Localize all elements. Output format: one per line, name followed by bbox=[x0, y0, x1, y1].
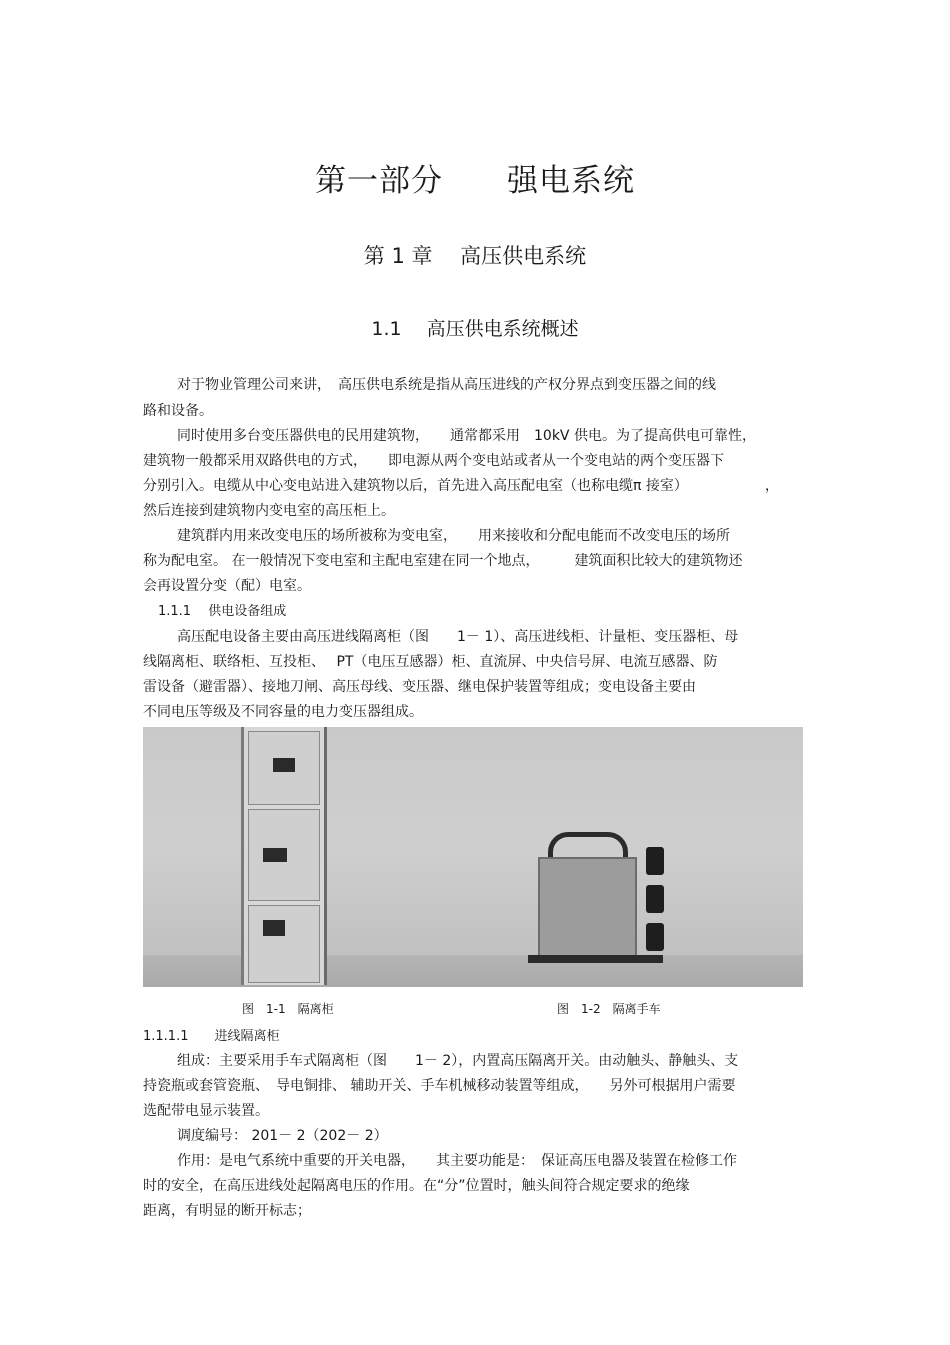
paragraph-line: 距离，有明显的断开标志； bbox=[143, 1203, 311, 1219]
paragraph-line: 然后连接到建筑物内变电室的高压柜上。 bbox=[143, 503, 395, 519]
paragraph-line: 路和设备。 bbox=[143, 403, 213, 419]
paragraph-line: 选配带电显示装置。 bbox=[143, 1103, 269, 1119]
paragraph-line: 同时使用多台变压器供电的民用建筑物， 通常都采用 10kV 供电。为了提高供电可靠性， bbox=[177, 428, 756, 444]
paragraph-line: 组成：主要采用手车式隔离柜（图 1－ 2），内置高压隔离开关。由动触头、静触头、支 bbox=[177, 1053, 739, 1069]
isolation-truck-image bbox=[528, 827, 668, 967]
chapter-title: 第 1 章 高压供电系统 bbox=[363, 244, 587, 268]
section-title: 1.1 高压供电系统概述 bbox=[371, 318, 579, 340]
paragraph-line: 线隔离柜、联络柜、互投柜、 PT（电压互感器）柜、直流屏、中央信号屏、电流互感器、防 bbox=[143, 654, 718, 670]
paragraph-line: 高压配电设备主要由高压进线隔离柜（图 1－ 1）、高压进线柜、计量柜、变压器柜、母 bbox=[177, 629, 739, 645]
paragraph-line: 对于物业管理公司来讲， 高压供电系统是指从高压进线的产权分界点到变压器之间的线 bbox=[177, 377, 716, 393]
figure-caption-1: 图 1-1 隔离柜 bbox=[242, 1002, 334, 1016]
isolation-cabinet-image bbox=[241, 727, 327, 985]
paragraph-line: 建筑物一般都采用双路供电的方式， 即电源从两个变电站或者从一个变电站的两个变压器下 bbox=[143, 453, 724, 469]
subsubsection-title: 1.1.1.1 进线隔离柜 bbox=[143, 1029, 280, 1044]
paragraph-line: 分别引入。电缆从中心变电站进入建筑物以后，首先进入高压配电室（也称电缆π 接室） ， bbox=[143, 478, 779, 494]
paragraph-line: 持瓷瓶或套管瓷瓶、 导电铜排、 辅助开关、手车机械移动装置等组成， 另外可根据用户需要 bbox=[143, 1078, 736, 1094]
paragraph-line: 调度编号： 201－ 2（202－ 2） bbox=[177, 1128, 388, 1144]
paragraph-line: 时的安全，在高压进线处起隔离电压的作用。在“分”位置时，触头间符合规定要求的绝缘 bbox=[143, 1178, 690, 1194]
paragraph-line: 作用：是电气系统中重要的开关电器， 其主要功能是： 保证高压电器及装置在检修工作 bbox=[177, 1153, 737, 1169]
figure-caption-2: 图 1-2 隔离手车 bbox=[557, 1002, 661, 1016]
equipment-photo bbox=[143, 727, 803, 987]
paragraph-line: 不同电压等级及不同容量的电力变压器组成。 bbox=[143, 704, 423, 720]
paragraph-line: 会再设置分变（配）电室。 bbox=[143, 578, 311, 594]
subsection-title: 1.1.1 供电设备组成 bbox=[158, 604, 287, 619]
paragraph-line: 建筑群内用来改变电压的场所被称为变电室， 用来接收和分配电能而不改变电压的场所 bbox=[177, 528, 730, 544]
paragraph-line: 雷设备（避雷器）、接地刀闸、高压母线、变压器、继电保护装置等组成；变电设备主要由 bbox=[143, 679, 696, 695]
paragraph-line: 称为配电室。 在一般情况下变电室和主配电室建在同一个地点， 建筑面积比较大的建筑物还 bbox=[143, 553, 743, 569]
part-title: 第一部分 强电系统 bbox=[315, 163, 635, 199]
